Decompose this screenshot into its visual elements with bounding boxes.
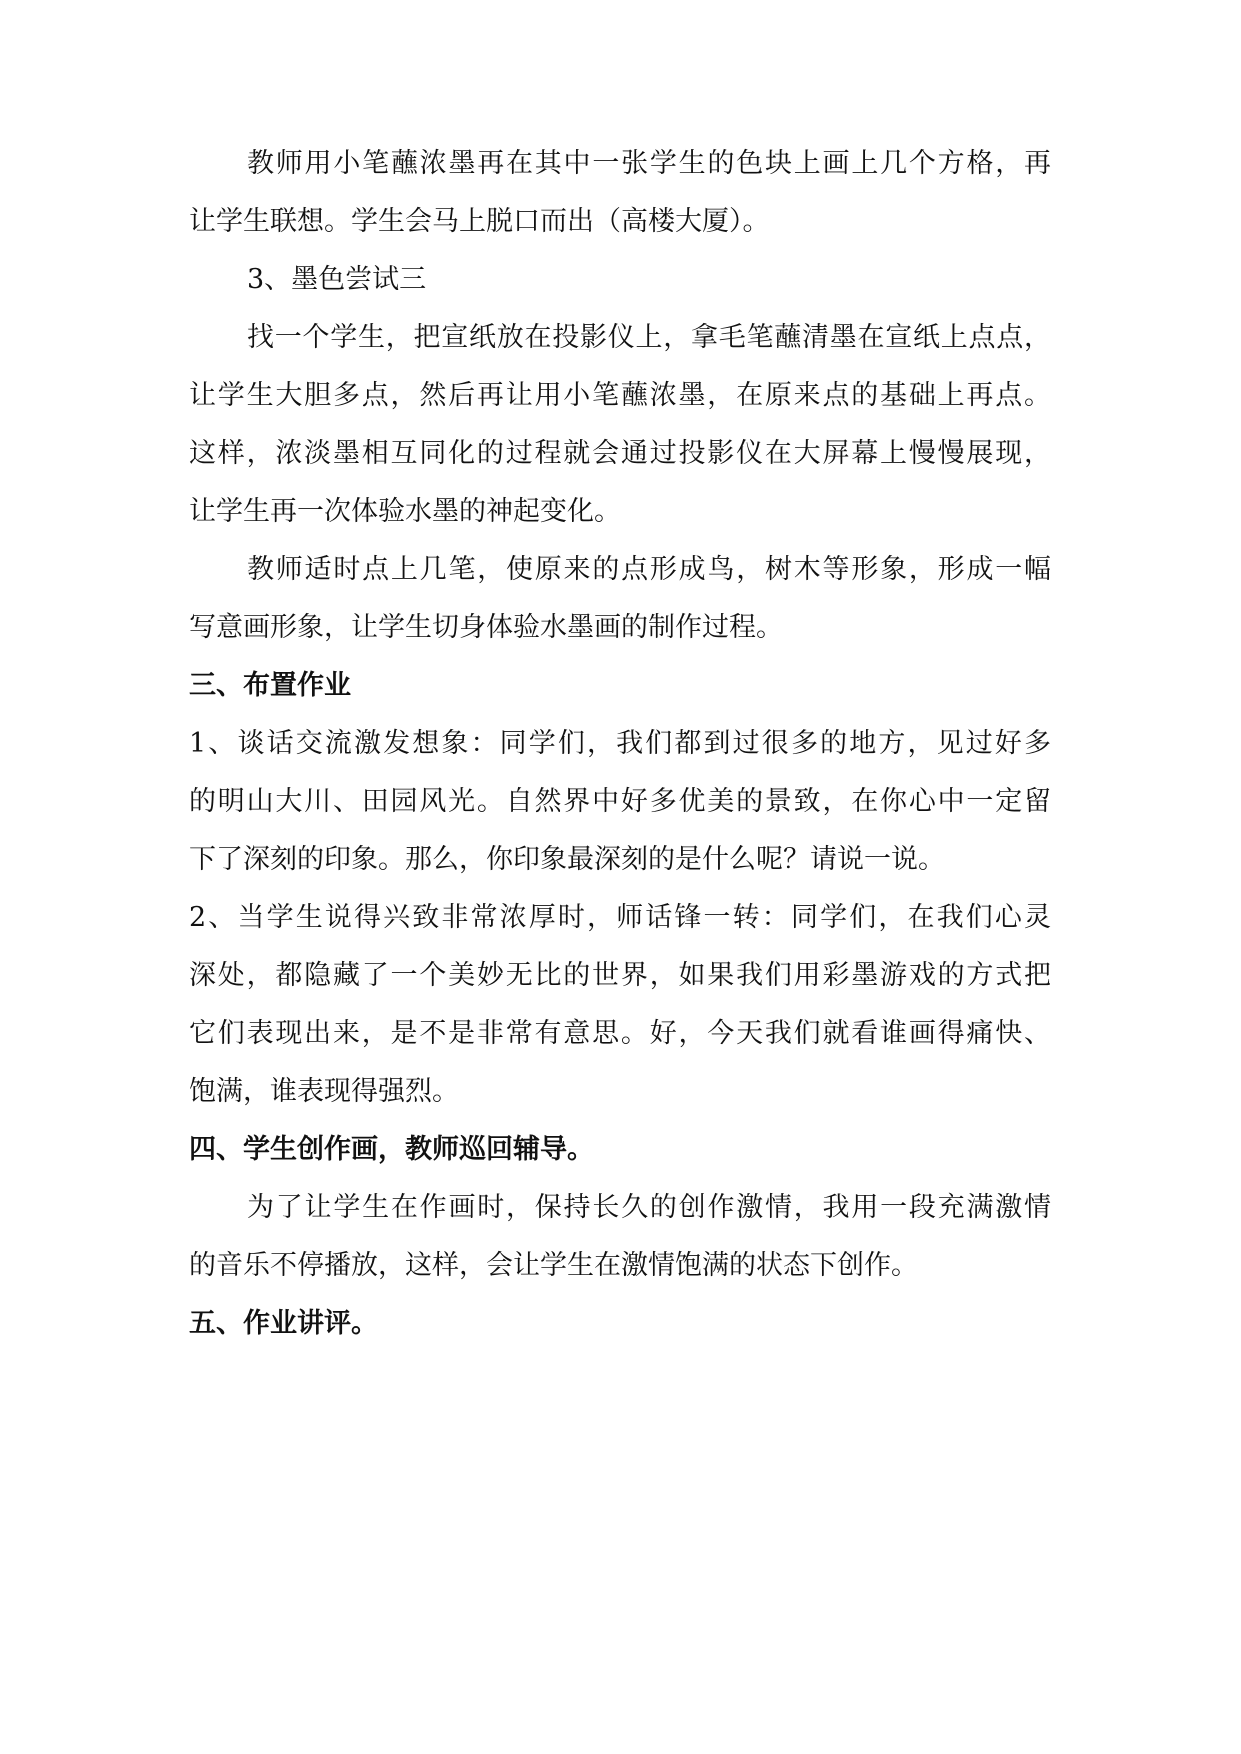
paragraph-line: 让学生再一次体验水墨的神起变化。 — [189, 496, 621, 527]
paragraph-line: 2、当学生说得兴致非常浓厚时，师话锋一转：同学们，在我们心灵 — [189, 902, 1051, 933]
section-heading: 三、布置作业 — [189, 670, 351, 701]
paragraph-line: 的明山大川、田园风光。自然界中好多优美的景致，在你心中一定留 — [189, 786, 1051, 817]
paragraph-line: 教师适时点上几笔，使原来的点形成鸟，树木等形象，形成一幅 — [247, 554, 1051, 585]
paragraph-line: 的音乐不停播放，这样，会让学生在激情饱满的状态下创作。 — [189, 1250, 918, 1281]
paragraph-line: 写意画形象，让学生切身体验水墨画的制作过程。 — [189, 612, 783, 643]
paragraph-line: 让学生联想。学生会马上脱口而出（高楼大厦）。 — [189, 206, 770, 237]
section-heading: 四、学生创作画，教师巡回辅导。 — [189, 1134, 594, 1165]
paragraph-line: 它们表现出来，是不是非常有意思。好，今天我们就看谁画得痛快、 — [189, 1018, 1051, 1049]
paragraph-line: 找一个学生，把宣纸放在投影仪上，拿毛笔蘸清墨在宣纸上点点， — [247, 322, 1051, 353]
paragraph-line: 为了让学生在作画时，保持长久的创作激情，我用一段充满激情 — [247, 1192, 1051, 1223]
paragraph-line: 饱满，谁表现得强烈。 — [189, 1076, 459, 1107]
section-heading: 五、作业讲评。 — [189, 1308, 378, 1339]
paragraph-line: 1、谈话交流激发想象：同学们，我们都到过很多的地方，见过好多 — [189, 728, 1051, 759]
paragraph-line: 深处，都隐藏了一个美妙无比的世界，如果我们用彩墨游戏的方式把 — [189, 960, 1051, 991]
paragraph-line: 让学生大胆多点，然后再让用小笔蘸浓墨，在原来点的基础上再点。 — [189, 380, 1051, 411]
paragraph-line: 下了深刻的印象。那么，你印象最深刻的是什么呢？请说一说。 — [189, 844, 945, 875]
document-page — [189, 0, 1051, 1754]
paragraph-line: 教师用小笔蘸浓墨再在其中一张学生的色块上画上几个方格，再 — [247, 148, 1051, 179]
subheading: 3、墨色尝试三 — [247, 264, 427, 295]
paragraph-line: 这样，浓淡墨相互同化的过程就会通过投影仪在大屏幕上慢慢展现， — [189, 438, 1051, 469]
